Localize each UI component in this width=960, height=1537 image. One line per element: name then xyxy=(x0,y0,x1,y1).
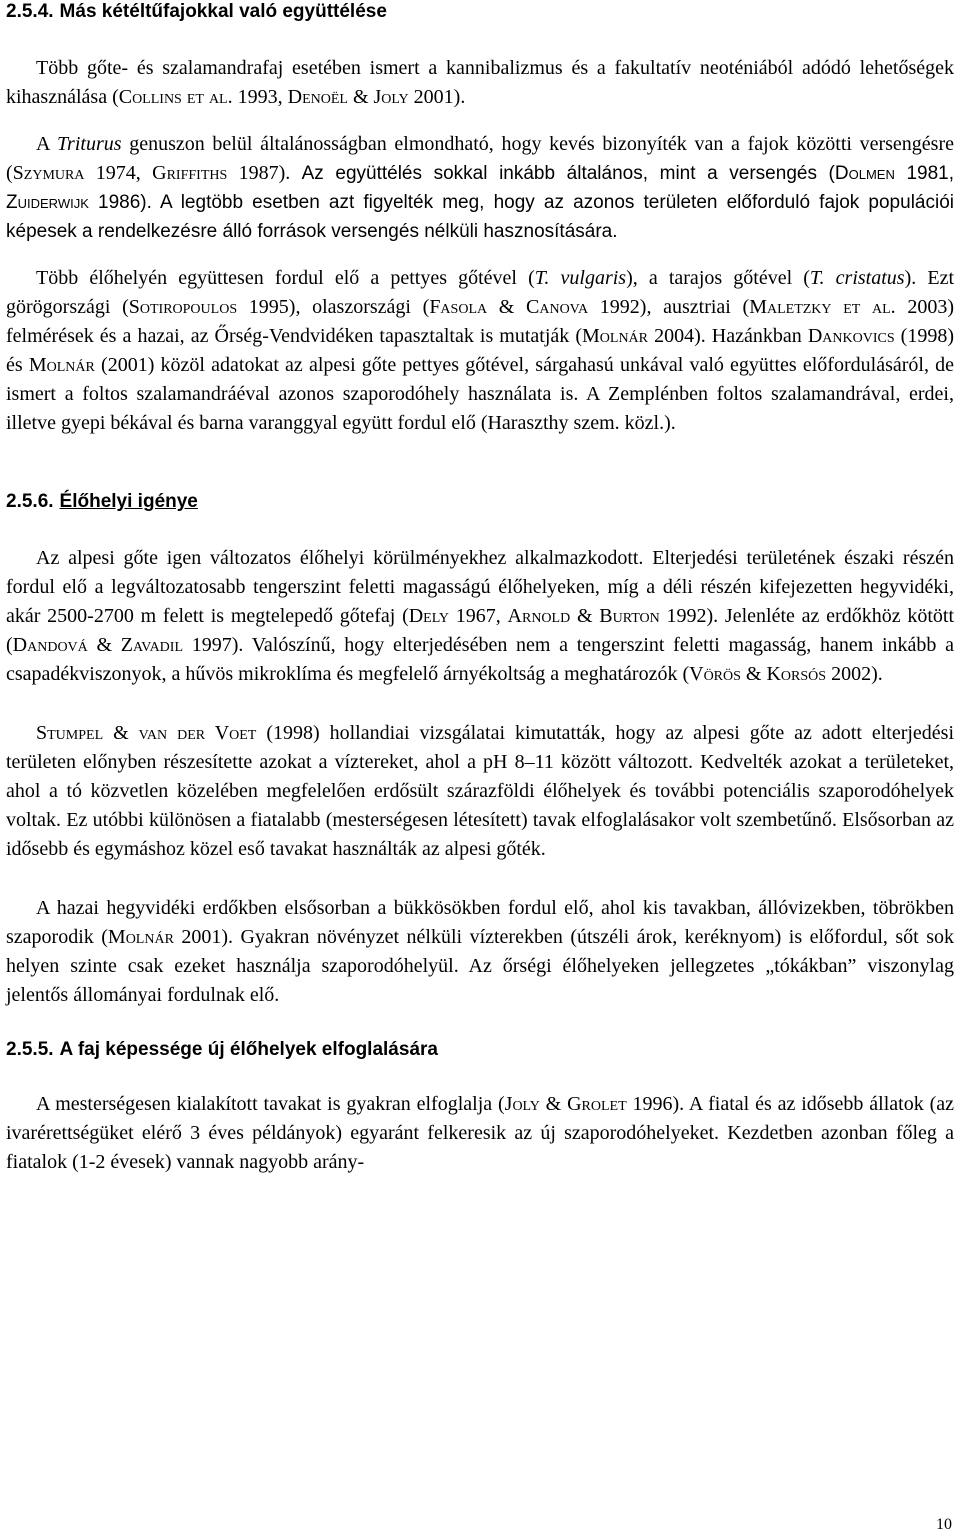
citation: Maletzky et al. xyxy=(749,296,896,318)
section-number: 2.5.6. xyxy=(6,491,54,512)
citation: Burton xyxy=(599,605,660,627)
citation: Molnár xyxy=(28,354,95,376)
citation: Griffiths xyxy=(152,162,228,184)
citation: Canova xyxy=(526,296,589,318)
section-heading-2-5-6 xyxy=(6,490,954,514)
citation: Denoël xyxy=(287,86,348,108)
citation: van der Voet xyxy=(138,722,257,744)
section-title: Élőhelyi igénye xyxy=(59,491,198,512)
citation: Vörös xyxy=(689,663,741,685)
citation: Joly xyxy=(504,1093,540,1115)
citation: Dely xyxy=(408,605,449,627)
citation: Dankovics xyxy=(807,325,895,347)
section-title: A faj képessége új élőhelyek elfoglalására xyxy=(59,1039,438,1060)
paragraph-triturus: A Triturus genuszon belül általánosságban elmondható, hogy kevés bizonyíték van a fajok közötti versengésre (Szymura 1974, Griffiths 1987). Az együttélés sokkal inkább általános, mint a versengés (Dolmen 1981, Zuiderwijk 1986). A legtöbb esetben azt figyelték meg, hogy az azonos területen előforduló fajok populációi képesek a rendelkezésre álló források versengés nélküli hasznosítására. xyxy=(6,133,955,242)
citation: Molnár xyxy=(107,926,174,948)
citation: Zavadil xyxy=(120,634,183,656)
citation: Szymura xyxy=(12,162,85,184)
paragraph-coexistence: Több élőhelyén együttesen fordul elő a pettyes gőtével (T. vulgaris), a tarajos gőtével (T. cristatus). Ezt görögországi (Sotiropoulos 1995), olaszországi (Fasola & Canova 1992), ausztriai (Maletzky et al. 2003) felmérések és a hazai, az Őrség-Vendvidéken tapasztaltak is mutatják (Molnár 2004). Hazánkban Dankovics (1998) és Molnár (2001) közöl adatokat az alpesi gőte pettyes gőtével, sárgahasú unkával való együttes előfordulásáról, de ismert a foltos szalamandráéval azonos szaporodóhely használata is. A Zemplénben foltos szalamandrával, erdei, illetve gyepi békával és barna varanggyal együtt fordul elő (Haraszthy szem. közl.). xyxy=(6,267,955,434)
citation: Collins et al. xyxy=(118,86,233,108)
section-number: 2.5.4. xyxy=(6,1,54,22)
page-number: 10 xyxy=(936,1516,952,1533)
section-heading-2-5-5 xyxy=(6,1038,954,1062)
paragraph-cannibalism: Több gőte- és szalamandrafaj esetében ismert a kannibalizmus és a fakultatív neoténiából adódó lehetőségek kihasználása (Collins et al. 1993, Denoël & Joly 2001). xyxy=(6,57,954,108)
citation: Dandová xyxy=(12,634,88,656)
citation: Molnár xyxy=(582,325,649,347)
citation: Zuiderwijk xyxy=(6,192,89,213)
paragraph-netherlands-study: Stumpel & van der Voet (1998) hollandiai vizsgálatai kimutatták, hogy az alpesi gőte az adott elterjedési területen előnyben részesítette azokat a víztereket, ahol a pH 8–11 között változott. Kedvelték azokat a területeket, ahol a tó közvetlen közelében megfelelően erdősült szárazföldi élőhelyek és további potenciális szaporodóhelyek voltak. Ez utóbbi különösen a fiatalabb (mesterségesen létesített) tavak elfoglalásakor volt szembetűnő. Elsősorban az idősebb és egymáshoz közel eső tavakat használták az alpesi gőték. xyxy=(6,722,955,860)
paragraph-new-habitats: A mesterségesen kialakított tavakat is gyakran elfoglalja (Joly & Grolet 1996). A fiatal és az idősebb állatok (az ivarérettségüket elérő 3 éves példányok) egyaránt felkeresik az új szaporodóhelyeket. Kezdetben azonban főleg a fiatalok (1-2 évesek) vannak nagyobb arány- xyxy=(6,1093,954,1173)
citation: Grolet xyxy=(567,1093,627,1115)
section-title: Más kétéltűfajokkal való együttélése xyxy=(59,1,387,22)
species-name: T. cristatus xyxy=(809,267,905,289)
paragraph-habitat: Az alpesi gőte igen változatos élőhelyi körülményekhez alkalmazkodott. Elterjedési területének északi részén fordul elő a legváltozatosabb tengerszint feletti magasságú élőhelyeken, míg a déli részén kifejezetten hegyvidéki, akár 2500-2700 m felett is megtelepedő gőtefaj (Dely 1967, Arnold & Burton 1992). Jelenléte az erdőkhöz kötött (Dandová & Zavadil 1997). Valószínű, hogy elterjedésében nem a tengerszint feletti magasság, hanem inkább a csapadékviszonyok, a hűvös mikroklíma és megfelelő árnyékoltság a meghatározók (Vörös & Korsós 2002). xyxy=(6,547,955,685)
citation: Stumpel xyxy=(36,722,104,744)
citation: Fasola xyxy=(429,296,488,318)
citation: Joly xyxy=(373,86,409,108)
citation: Korsós xyxy=(766,663,827,685)
species-name: T. vulgaris xyxy=(534,267,627,289)
document-page xyxy=(6,0,954,1177)
citation: Dolmen xyxy=(834,163,895,184)
section-number: 2.5.5. xyxy=(6,1039,54,1060)
paragraph-hungarian-habitats: A hazai hegyvidéki erdőkben elsősorban a bükkösökben fordul elő, ahol kis tavakban, állóvizekben, töbrökben szaporodik (Molnár 2001). Gyakran növényzet nélküli vízterekben (útszéli árok, keréknyom) is előfordul, sőt sok helyen szinte csak ezeket használja szaporodóhelyül. Az őrségi élőhelyeken jellegzetes „tókákban” viszonylag jelentős állományai fordulnak elő. xyxy=(6,897,955,1006)
section-heading-2-5-4 xyxy=(6,0,954,24)
citation: Arnold xyxy=(507,605,571,627)
genus-name: Triturus xyxy=(57,133,122,155)
citation: Sotiropoulos xyxy=(128,296,238,318)
